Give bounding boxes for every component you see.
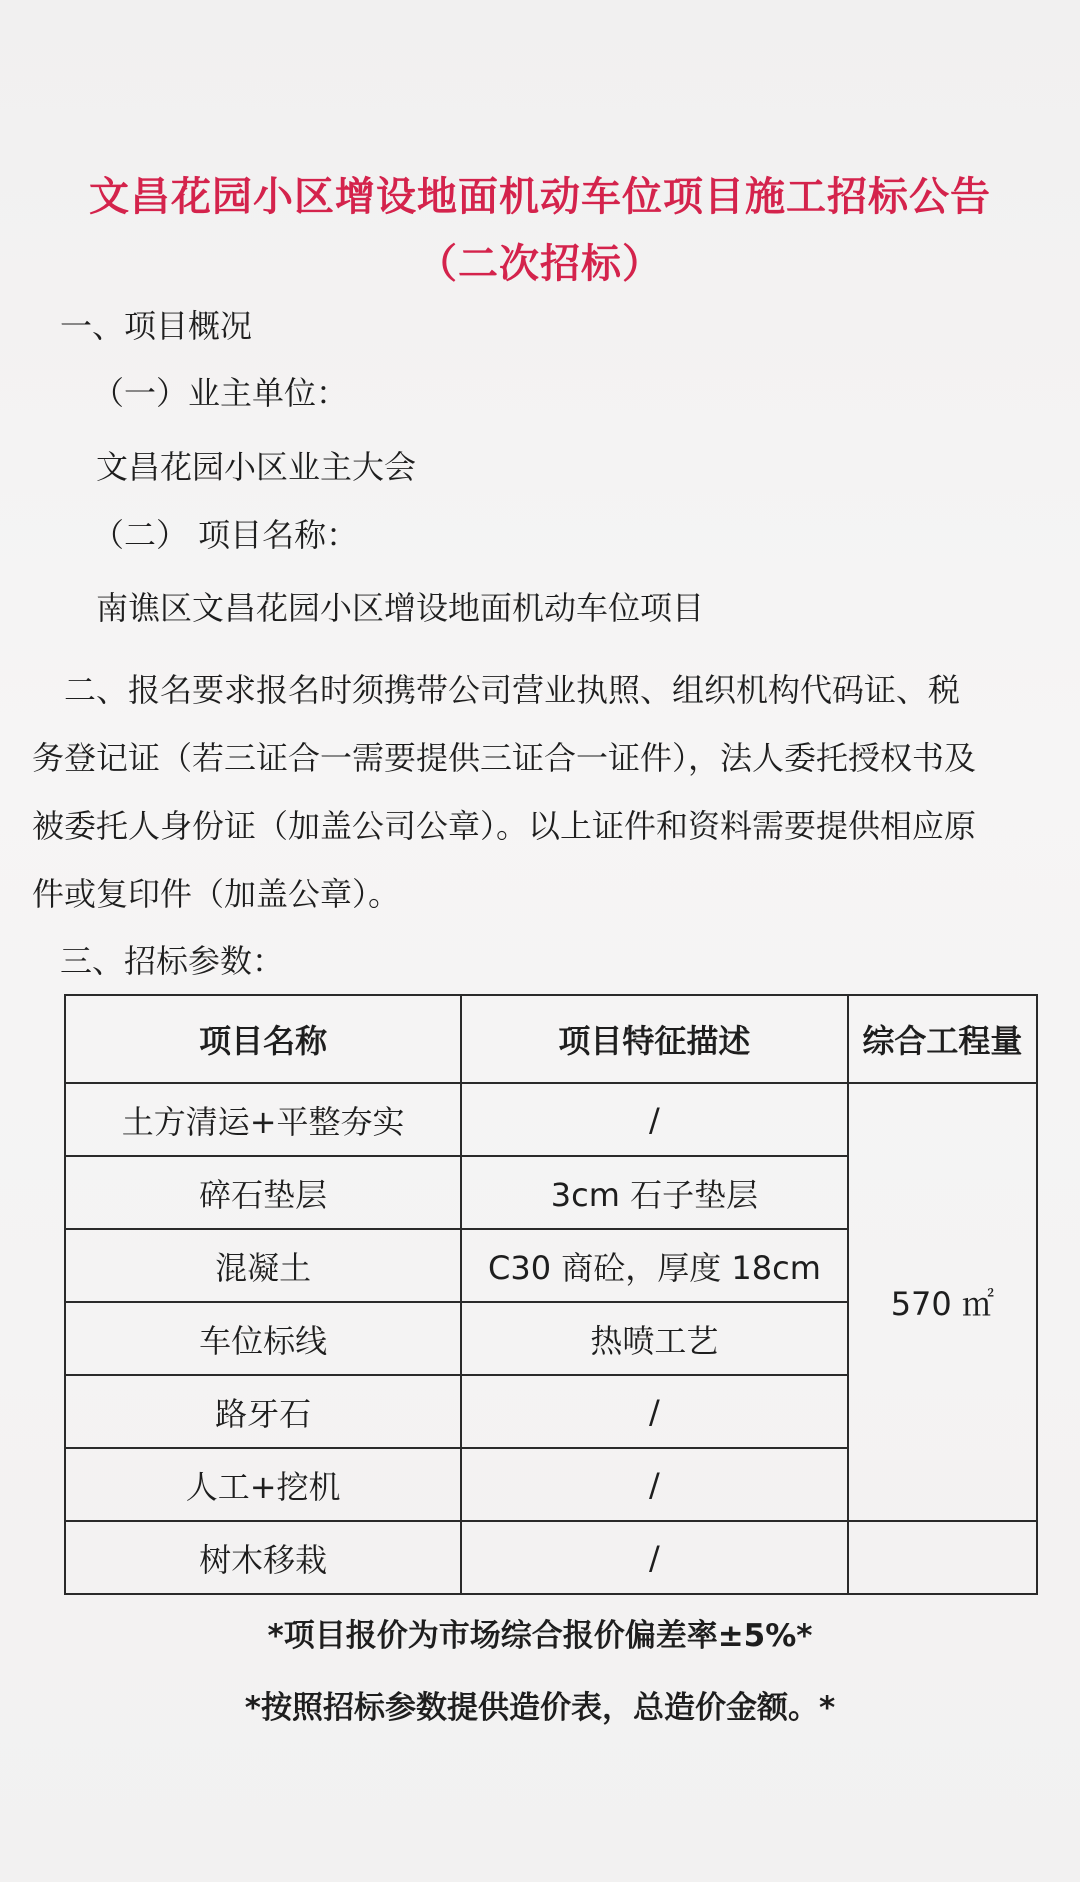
cell-quantity-empty — [848, 1521, 1037, 1594]
cell-item-name: 树木移栽 — [65, 1521, 461, 1594]
registration-requirements: 二、报名要求报名时须携带公司营业执照、组织机构代码证、税务登记证（若三证合一需要提供三证合一证件），法人委托授权书及被委托人身份证（加盖公司公章）。以上证件和资料需要提供相应原件或复印件（加盖公章）。 — [32, 671, 977, 913]
project-name-label: （二） 项目名称： — [92, 516, 359, 554]
cell-item-name: 车位标线 — [65, 1302, 461, 1375]
cell-description: / — [461, 1083, 847, 1156]
cell-description: 3cm 石子垫层 — [461, 1156, 847, 1229]
note-cost-table: *按照招标参数提供造价表，总造价金额。* — [244, 1690, 836, 1726]
bid-parameters-table — [64, 994, 1038, 1595]
cell-item-name: 人工+挖机 — [65, 1448, 461, 1521]
cell-description: 热喷工艺 — [461, 1302, 847, 1375]
owner-label: （一）业主单位： — [92, 374, 349, 412]
document-title: 文昌花园小区增设地面机动车位项目施工招标公告 — [89, 174, 991, 220]
note-price-deviation: *项目报价为市场综合报价偏差率±5%* — [267, 1618, 813, 1654]
cell-description: C30 商砼，厚度 18cm — [461, 1229, 847, 1302]
cell-description: / — [461, 1375, 847, 1448]
cell-description: / — [461, 1521, 847, 1594]
header-description: 项目特征描述 — [461, 995, 847, 1083]
owner-value: 文昌花园小区业主大会 — [96, 448, 417, 486]
header-item-name: 项目名称 — [65, 995, 461, 1083]
project-name-value: 南谯区文昌花园小区增设地面机动车位项目 — [96, 589, 705, 627]
cell-quantity: 570 ㎡ — [848, 1083, 1037, 1521]
table-row — [65, 1521, 1037, 1594]
document-subtitle: （二次招标） — [417, 241, 663, 287]
section1-heading: 一、项目概况 — [60, 307, 253, 345]
table-header-row — [65, 995, 1037, 1083]
cell-item-name: 路牙石 — [65, 1375, 461, 1448]
cell-item-name: 碎石垫层 — [65, 1156, 461, 1229]
section3-heading: 三、招标参数： — [60, 942, 285, 980]
cell-description: / — [461, 1448, 847, 1521]
table-row — [65, 1083, 1037, 1156]
cell-item-name: 混凝土 — [65, 1229, 461, 1302]
header-quantity: 综合工程量 — [848, 995, 1037, 1083]
cell-item-name: 土方清运+平整夯实 — [65, 1083, 461, 1156]
